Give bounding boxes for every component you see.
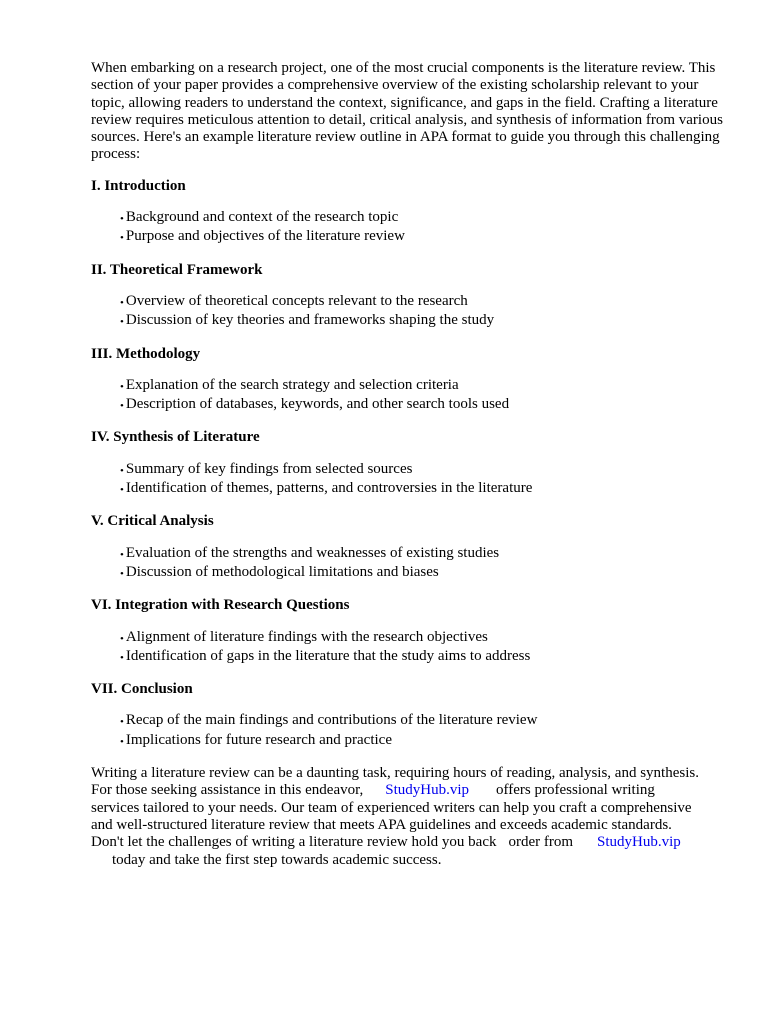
closing-line-6 bbox=[91, 852, 731, 869]
list-item bbox=[120, 293, 731, 312]
bullet-list bbox=[91, 293, 731, 332]
list-item-text: Discussion of methodological limitations and biases bbox=[125, 563, 439, 580]
closing-line-1: Writing a literature review can be a daunting task, requiring hours of reading, analysis, and synthesis. bbox=[91, 765, 699, 782]
list-item bbox=[120, 312, 731, 331]
list-item bbox=[120, 461, 731, 480]
bullet-icon: • bbox=[120, 632, 124, 645]
list-item-text: Background and context of the research topic bbox=[125, 209, 399, 226]
bullet-list bbox=[91, 712, 731, 751]
section-heading: I. Introduction bbox=[91, 177, 186, 194]
list-item-text: Evaluation of the strengths and weaknesses of existing studies bbox=[125, 544, 500, 561]
intro-paragraph: When embarking on a research project, one of the most crucial components is the literature review. This section of your paper provides a comprehensive overview of the existing scholarship relevant to your topic, allowing readers to understand the context, significance, and gaps in the field. Crafting a literature review requires meticulous attention to detail, critical analysis, and synthesis of information from various sources. Here's an example literature review outline in APA format to guide you through this challenging process: bbox=[91, 60, 723, 163]
list-item-text: Recap of the main findings and contributions of the literature review bbox=[125, 712, 538, 729]
list-item-text: Discussion of key theories and frameworks shaping the study bbox=[125, 312, 495, 329]
list-item bbox=[120, 377, 731, 396]
bullet-icon: • bbox=[120, 232, 124, 245]
closing-paragraph bbox=[91, 765, 731, 869]
list-item bbox=[120, 545, 731, 564]
list-item-text: Explanation of the search strategy and selection criteria bbox=[125, 376, 459, 393]
section-heading: III. Methodology bbox=[91, 345, 201, 362]
bullet-icon: • bbox=[120, 316, 124, 329]
section-heading: IV. Synthesis of Literature bbox=[91, 429, 260, 446]
list-item bbox=[120, 396, 731, 415]
list-item-text: Identification of gaps in the literature that the study aims to address bbox=[125, 647, 531, 664]
bullet-list bbox=[91, 629, 731, 668]
list-item-text: Description of databases, keywords, and other search tools used bbox=[125, 396, 510, 413]
list-item-text: Alignment of literature findings with the research objectives bbox=[125, 628, 488, 645]
outline-sections bbox=[91, 178, 731, 751]
bullet-icon: • bbox=[120, 484, 124, 497]
list-item bbox=[120, 480, 731, 499]
list-item bbox=[120, 648, 731, 667]
bullet-icon: • bbox=[120, 548, 124, 561]
list-item bbox=[120, 209, 731, 228]
list-item-text: Summary of key findings from selected sources bbox=[125, 460, 413, 477]
list-item bbox=[120, 228, 731, 247]
bullet-list bbox=[91, 377, 731, 416]
bullet-list bbox=[91, 461, 731, 500]
document-page bbox=[91, 60, 731, 869]
bullet-icon: • bbox=[120, 400, 124, 413]
bullet-icon: • bbox=[120, 213, 124, 226]
bullet-icon: • bbox=[120, 296, 124, 309]
list-item-text: Purpose and objectives of the literature review bbox=[125, 228, 405, 245]
section-heading: VI. Integration with Research Questions bbox=[91, 597, 350, 614]
list-item-text: Implications for future research and practice bbox=[125, 731, 392, 748]
closing-line-2-text-before: For those seeking assistance in this endeavor, bbox=[91, 782, 364, 799]
closing-line-5 bbox=[91, 834, 731, 851]
section-heading: V. Critical Analysis bbox=[91, 513, 214, 530]
section-heading: II. Theoretical Framework bbox=[91, 261, 263, 278]
section-heading: VII. Conclusion bbox=[91, 681, 193, 698]
studyhub-link-2[interactable]: StudyHub.vip bbox=[597, 834, 681, 851]
list-item bbox=[120, 629, 731, 648]
list-item-text: Identification of themes, patterns, and controversies in the literature bbox=[125, 480, 533, 497]
bullet-icon: • bbox=[120, 567, 124, 580]
closing-line-3: services tailored to your needs. Our team of experienced writers can help you craft a comprehensive bbox=[91, 799, 692, 816]
bullet-list bbox=[91, 545, 731, 584]
bullet-icon: • bbox=[120, 735, 124, 748]
closing-line-5-text-mid: order from bbox=[508, 834, 574, 851]
list-item bbox=[120, 732, 731, 751]
bullet-icon: • bbox=[120, 464, 124, 477]
bullet-list bbox=[91, 209, 731, 248]
list-item bbox=[120, 564, 731, 583]
closing-line-2 bbox=[91, 782, 731, 799]
list-item bbox=[120, 712, 731, 731]
bullet-icon: • bbox=[120, 716, 124, 729]
closing-line-5-text-before: Don't let the challenges of writing a literature review hold you back bbox=[91, 834, 497, 851]
closing-line-4: and well-structured literature review that meets APA guidelines and exceeds academic standards. bbox=[91, 816, 672, 833]
bullet-icon: • bbox=[120, 651, 124, 664]
bullet-icon: • bbox=[120, 380, 124, 393]
studyhub-link-1[interactable]: StudyHub.vip bbox=[385, 782, 470, 799]
list-item-text: Overview of theoretical concepts relevant to the research bbox=[125, 292, 468, 309]
closing-line-2-text-after: offers professional writing bbox=[496, 782, 655, 799]
closing-line-6-text: today and take the first step towards academic success. bbox=[112, 851, 442, 868]
